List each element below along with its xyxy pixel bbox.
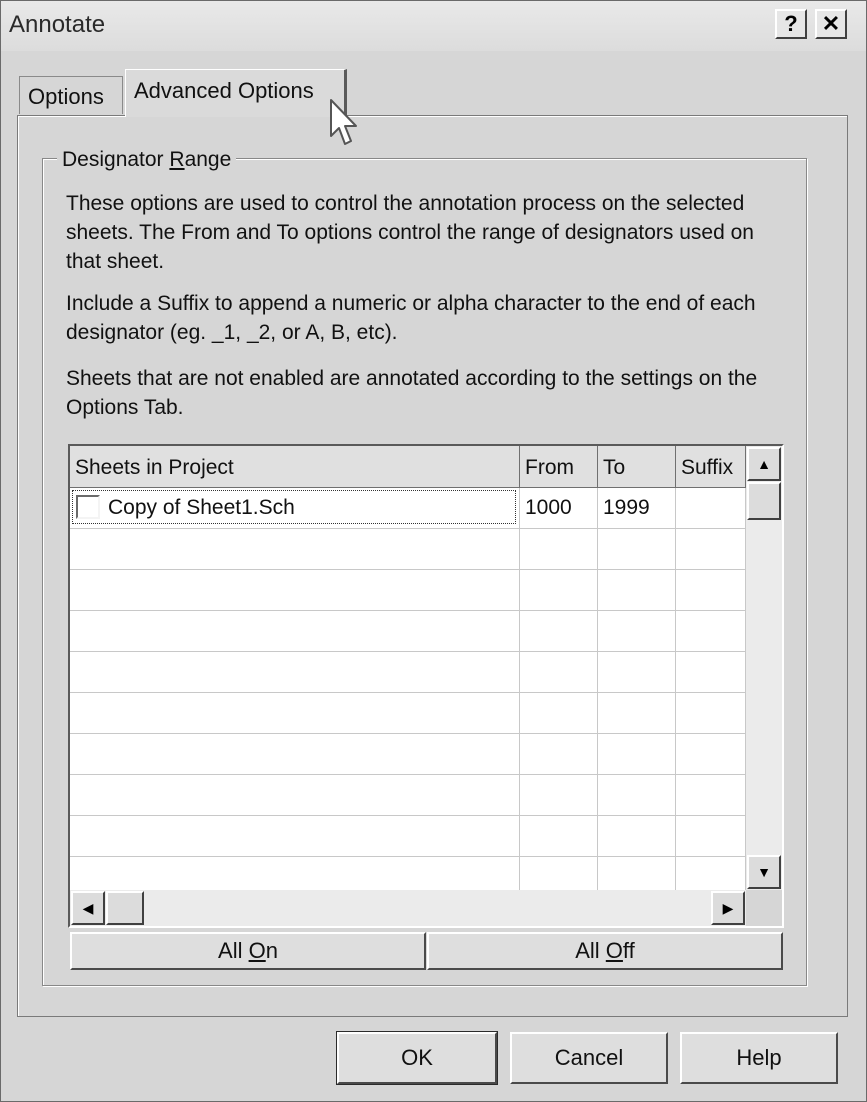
sheets-grid[interactable] bbox=[68, 444, 784, 928]
column-header-to[interactable]: To bbox=[598, 446, 676, 488]
empty-cell bbox=[676, 816, 746, 856]
scroll-right-button[interactable]: ▶ bbox=[711, 891, 745, 925]
empty-cell bbox=[520, 570, 598, 610]
table-row bbox=[70, 652, 746, 693]
table-row bbox=[70, 816, 746, 857]
to-cell[interactable]: 1999 bbox=[598, 488, 676, 528]
help-button[interactable]: Help bbox=[680, 1032, 838, 1084]
empty-cell bbox=[520, 693, 598, 733]
mouse-cursor-icon bbox=[323, 96, 363, 154]
empty-cell bbox=[676, 570, 746, 610]
empty-cell bbox=[520, 611, 598, 651]
vertical-scroll-thumb[interactable] bbox=[747, 482, 781, 520]
empty-cell bbox=[520, 775, 598, 815]
disabled-sheets-paragraph: Sheets that are not enabled are annotated according to the settings on the Options Tab. bbox=[66, 367, 758, 419]
sheet-name: Copy of Sheet1.Sch bbox=[108, 496, 295, 519]
vertical-scrollbar[interactable] bbox=[746, 446, 782, 890]
all-off-button[interactable] bbox=[427, 932, 783, 970]
empty-cell bbox=[598, 652, 676, 692]
table-row bbox=[70, 693, 746, 734]
empty-cell bbox=[70, 816, 520, 856]
horizontal-scrollbar[interactable] bbox=[70, 890, 746, 926]
scroll-down-button[interactable]: ▼ bbox=[747, 855, 781, 889]
group-title-part: Designator bbox=[62, 148, 170, 171]
grid-header bbox=[70, 446, 746, 488]
empty-cell bbox=[676, 775, 746, 815]
group-title-part: ange bbox=[184, 148, 232, 171]
group-title bbox=[57, 148, 236, 172]
empty-cell bbox=[676, 611, 746, 651]
empty-cell bbox=[520, 529, 598, 569]
empty-cell bbox=[70, 529, 520, 569]
suffix-paragraph: Include a Suffix to append a numeric or alpha character to the end of each designator (eg. _1, _2, or A, B, etc). bbox=[66, 292, 756, 344]
horizontal-scroll-thumb[interactable] bbox=[106, 891, 144, 925]
title-bar[interactable] bbox=[1, 1, 866, 51]
sheet-name-cell[interactable] bbox=[70, 488, 520, 528]
empty-cell bbox=[598, 611, 676, 651]
tab-advanced-options[interactable]: Advanced Options bbox=[125, 69, 347, 117]
empty-cell bbox=[70, 693, 520, 733]
empty-cell bbox=[70, 652, 520, 692]
table-row bbox=[70, 529, 746, 570]
empty-cell bbox=[598, 529, 676, 569]
table-row[interactable] bbox=[70, 488, 746, 529]
empty-cell bbox=[598, 775, 676, 815]
button-label-part: ff bbox=[622, 938, 635, 963]
window-title: Annotate bbox=[9, 11, 106, 38]
focus-rectangle bbox=[72, 490, 516, 524]
button-label-part: n bbox=[265, 938, 278, 963]
button-label-mnemonic: O bbox=[605, 938, 623, 963]
group-title-mnemonic: R bbox=[169, 148, 185, 171]
cancel-button[interactable]: Cancel bbox=[510, 1032, 668, 1084]
table-row bbox=[70, 570, 746, 611]
empty-cell bbox=[70, 611, 520, 651]
ok-button[interactable]: OK bbox=[337, 1032, 497, 1084]
empty-cell bbox=[598, 693, 676, 733]
scroll-up-button[interactable]: ▲ bbox=[747, 447, 781, 481]
description-paragraph: These options are used to control the annotation process on the selected sheets. The From and To options control the range of designators used on that sheet. bbox=[66, 192, 754, 273]
table-row bbox=[70, 611, 746, 652]
scroll-left-button[interactable]: ◀ bbox=[71, 891, 105, 925]
table-row bbox=[70, 734, 746, 775]
column-header-suffix[interactable]: Suffix bbox=[676, 446, 746, 488]
button-label-part: All bbox=[575, 938, 606, 963]
close-button[interactable]: ✕ bbox=[815, 9, 847, 39]
suffix-cell[interactable] bbox=[676, 488, 746, 528]
column-header-from[interactable]: From bbox=[520, 446, 598, 488]
empty-cell bbox=[598, 816, 676, 856]
empty-cell bbox=[70, 570, 520, 610]
column-header-sheets[interactable]: Sheets in Project bbox=[70, 446, 520, 488]
empty-cell bbox=[70, 775, 520, 815]
empty-cell bbox=[598, 734, 676, 774]
empty-cell bbox=[676, 652, 746, 692]
empty-cell bbox=[520, 652, 598, 692]
sheet-enable-checkbox[interactable] bbox=[76, 495, 100, 519]
empty-cell bbox=[520, 734, 598, 774]
empty-cell bbox=[520, 816, 598, 856]
all-on-button[interactable] bbox=[70, 932, 426, 970]
table-row bbox=[70, 775, 746, 816]
help-title-button[interactable]: ? bbox=[775, 9, 807, 39]
empty-cell bbox=[598, 570, 676, 610]
empty-cell bbox=[676, 693, 746, 733]
tab-options[interactable]: Options bbox=[19, 76, 123, 114]
empty-cell bbox=[676, 529, 746, 569]
scroll-corner bbox=[746, 890, 782, 926]
empty-cell bbox=[676, 734, 746, 774]
from-cell[interactable]: 1000 bbox=[520, 488, 598, 528]
button-label-mnemonic: O bbox=[248, 938, 266, 963]
button-label-part: All bbox=[218, 938, 249, 963]
grid-rows bbox=[70, 488, 746, 890]
empty-cell bbox=[70, 734, 520, 774]
